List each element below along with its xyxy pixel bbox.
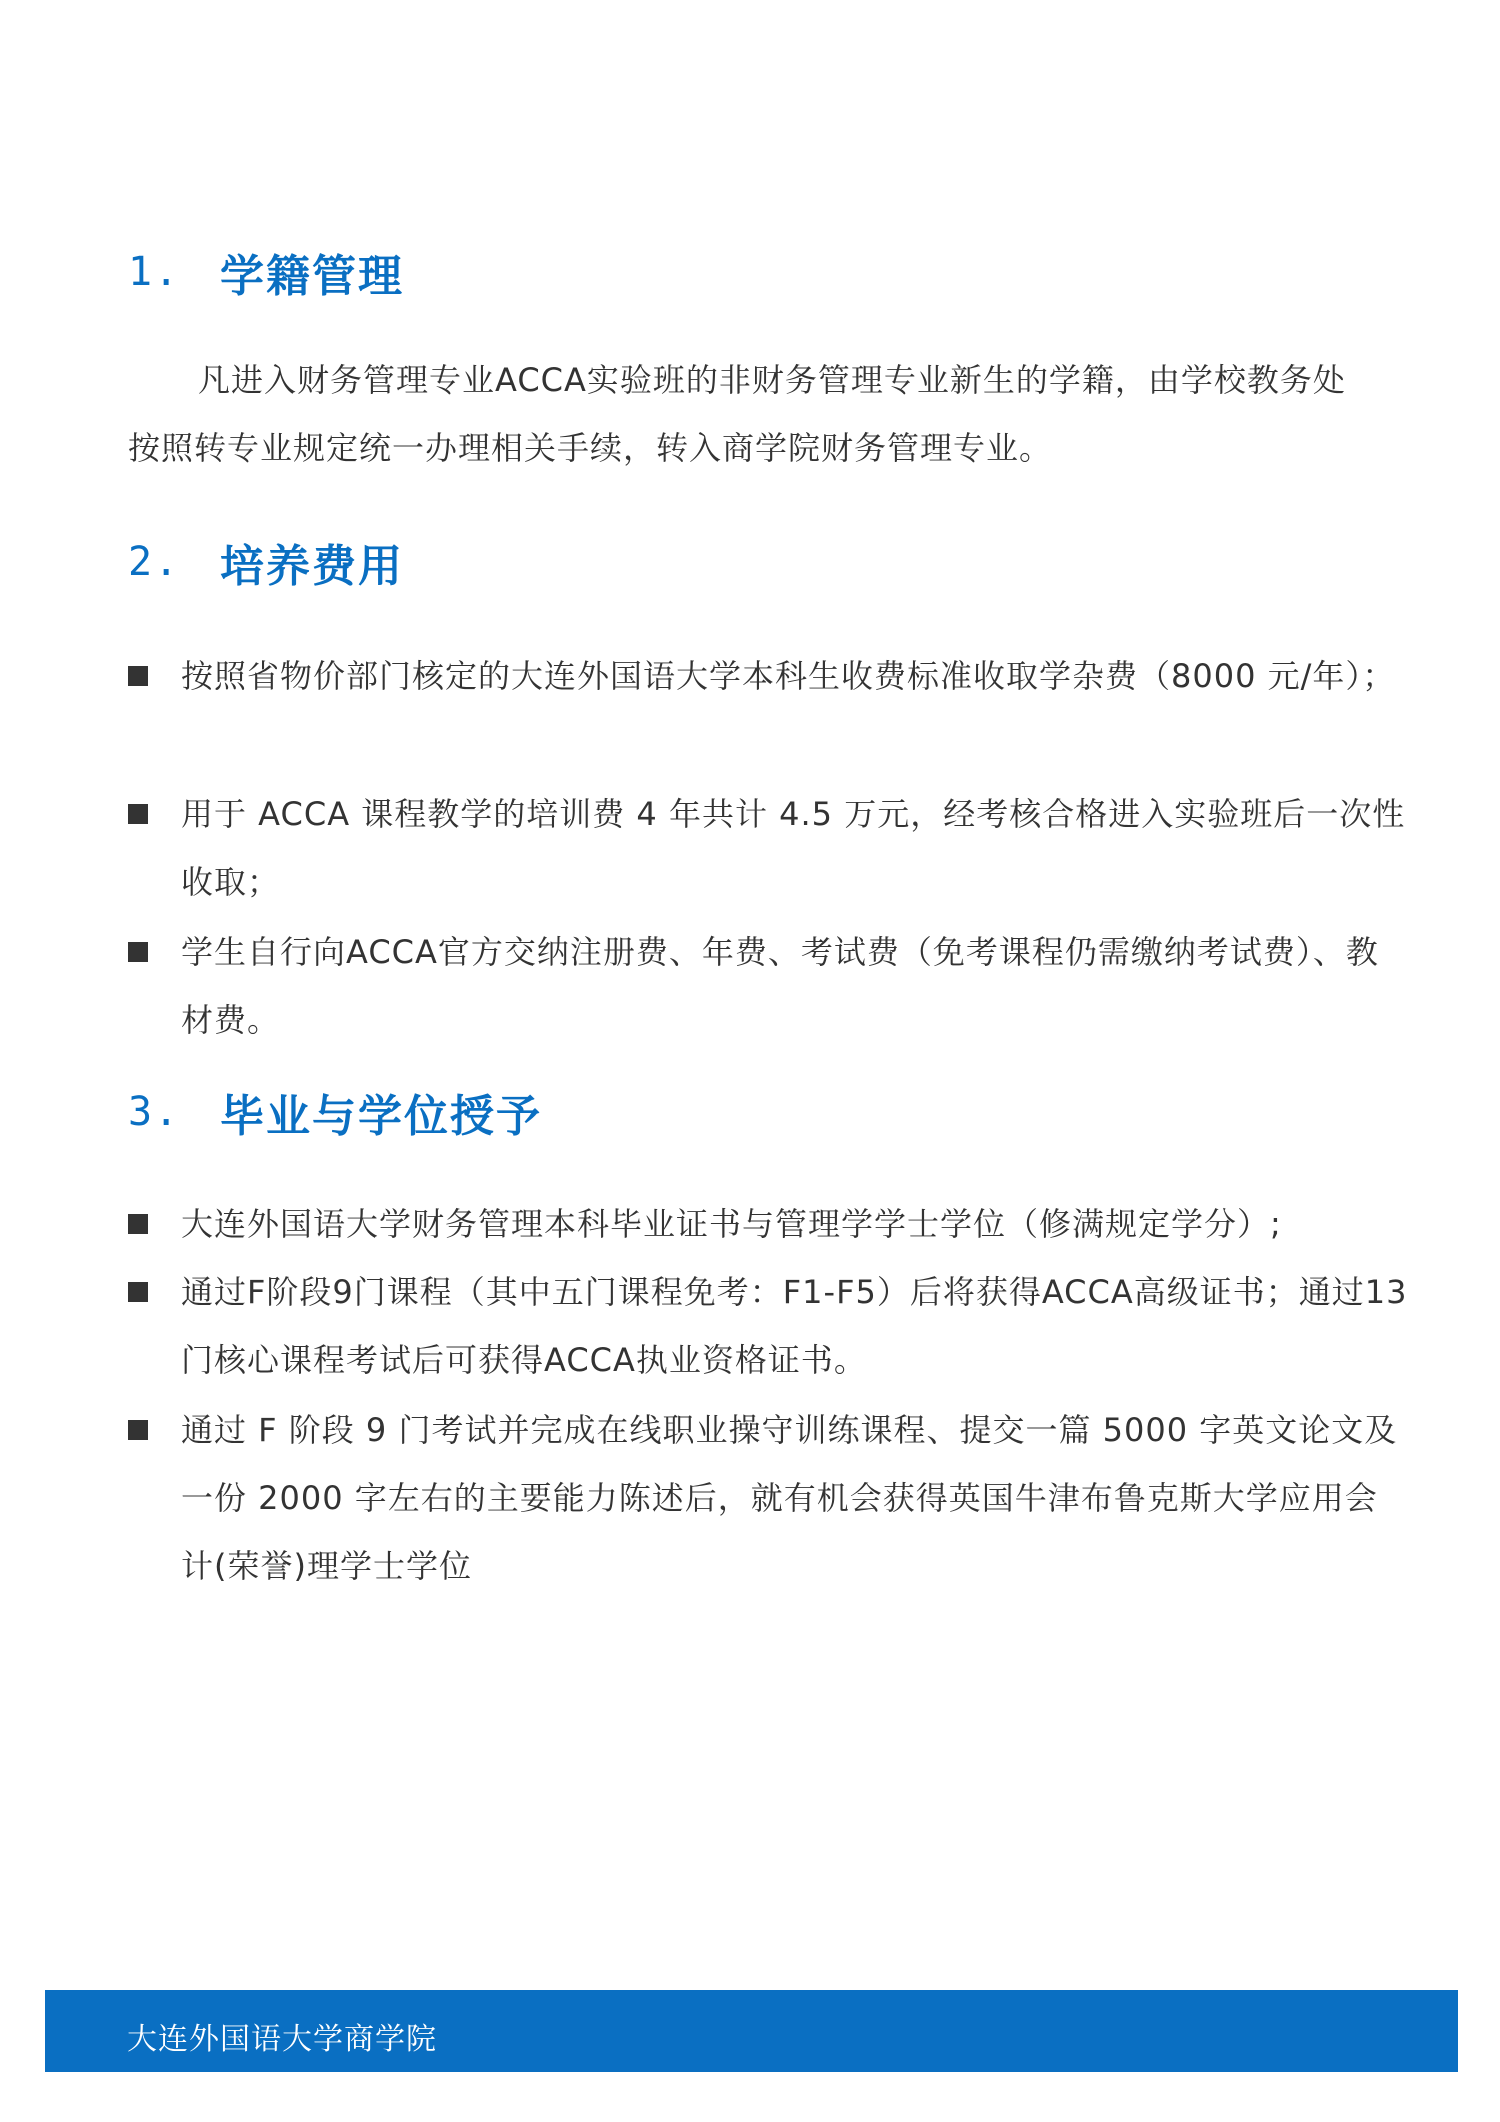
section-heading-student-status bbox=[128, 242, 404, 302]
section-number: 2. bbox=[128, 539, 181, 585]
section-heading-graduation-degree bbox=[128, 1082, 542, 1142]
list-item-text: 通过 F 阶段 9 门考试并完成在线职业操守训练课程、提交一篇 5000 字英文论文及一份 2000 字左右的主要能力陈述后，就有机会获得英国牛津布鲁克斯大学应用会计(荣誉)理学士学位 bbox=[181, 1411, 1398, 1585]
list-item-text: 大连外国语大学财务管理本科毕业证书与管理学学士学位（修满规定学分）; bbox=[181, 1205, 1282, 1243]
section-paragraph: 凡进入财务管理专业ACCA实验班的非财务管理专业新生的学籍，由学校教务处按照转专业规定统一办理相关手续，转入商学院财务管理专业。 bbox=[128, 361, 1346, 467]
list-item bbox=[128, 918, 1408, 1054]
footer-institution-name: 大连外国语大学商学院 bbox=[127, 2022, 437, 2057]
square-bullet-icon bbox=[128, 942, 148, 962]
list-item bbox=[128, 780, 1408, 916]
square-bullet-icon bbox=[128, 804, 148, 824]
section-title: 培养费用 bbox=[220, 541, 404, 592]
list-item-text: 学生自行向ACCA官方交纳注册费、年费、考试费（免考课程仍需缴纳考试费）、教材费。 bbox=[181, 933, 1379, 1039]
square-bullet-icon bbox=[128, 1282, 148, 1302]
section-heading-training-fees bbox=[128, 532, 404, 592]
section-title: 学籍管理 bbox=[220, 251, 404, 302]
section-number: 3. bbox=[128, 1089, 181, 1135]
section-number: 1. bbox=[128, 249, 181, 295]
list-item-text: 通过F阶段9门课程（其中五门课程免考：F1-F5）后将获得ACCA高级证书；通过13门核心课程考试后可获得ACCA执业资格证书。 bbox=[181, 1273, 1408, 1379]
section-title: 毕业与学位授予 bbox=[220, 1091, 542, 1142]
list-item bbox=[128, 1396, 1408, 1600]
list-item bbox=[128, 1258, 1408, 1394]
list-item bbox=[128, 642, 1408, 710]
square-bullet-icon bbox=[128, 1214, 148, 1234]
square-bullet-icon bbox=[128, 1420, 148, 1440]
list-item bbox=[128, 1190, 1408, 1258]
square-bullet-icon bbox=[128, 666, 148, 686]
list-item-text: 用于 ACCA 课程教学的培训费 4 年共计 4.5 万元，经考核合格进入实验班后一次性收取； bbox=[181, 795, 1406, 901]
list-item-text: 按照省物价部门核定的大连外国语大学本科生收费标准收取学杂费（8000 元/年）； bbox=[181, 657, 1396, 695]
footer-bar bbox=[45, 1990, 1458, 2072]
